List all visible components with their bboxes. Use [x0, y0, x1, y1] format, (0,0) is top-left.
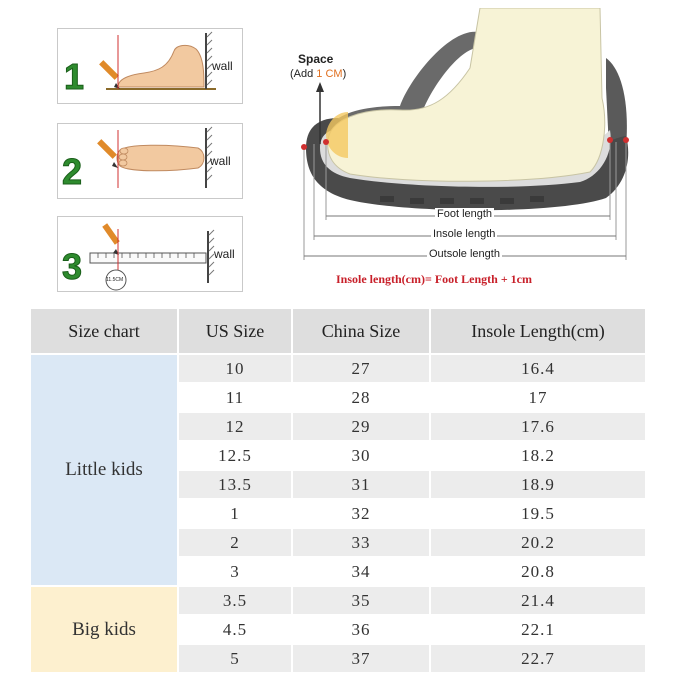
space-note-prefix: (Add [290, 68, 317, 80]
header-insole-length: Insole Length(cm) [431, 309, 645, 353]
table-row [31, 355, 645, 382]
insole-length-cell: 22.7 [431, 645, 645, 672]
space-note-value: 1 CM [316, 68, 343, 80]
foot-top-icon [117, 145, 204, 171]
china-size-cell: 35 [293, 587, 429, 614]
ruler-icon [90, 253, 206, 263]
space-title: Space [298, 52, 334, 66]
step-number-1: 1 [64, 56, 85, 97]
insole-length-label: Insole length [433, 228, 496, 240]
us-size-cell: 12 [179, 413, 291, 440]
us-size-cell: 12.5 [179, 442, 291, 469]
china-size-cell: 33 [293, 529, 429, 556]
us-size-cell: 5 [179, 645, 291, 672]
group-little-kids: Little kids [31, 355, 177, 585]
header-china-size: China Size [293, 309, 429, 353]
insole-length-cell: 21.4 [431, 587, 645, 614]
pencil-icon [97, 139, 118, 168]
step-number-3: 3 [62, 246, 83, 287]
foot-length-label: Foot length [437, 208, 493, 220]
us-size-cell: 4.5 [179, 616, 291, 643]
size-chart-table [29, 307, 647, 674]
pencil-icon [102, 223, 120, 255]
header-size-chart: Size chart [31, 309, 177, 353]
insole-length-cell: 16.4 [431, 355, 645, 382]
insole-length-cell: 18.9 [431, 471, 645, 498]
china-size-cell: 37 [293, 645, 429, 672]
insole-formula: Insole length(cm)= Foot Length + 1cm [336, 272, 532, 286]
insole-length-cell: 17 [431, 384, 645, 411]
space-note-suffix: ) [342, 68, 347, 80]
pencil-icon [99, 60, 120, 89]
step-number-2: 2 [62, 151, 83, 192]
china-size-cell: 30 [293, 442, 429, 469]
shoe-cross-section-diagram [290, 8, 650, 293]
china-size-cell: 34 [293, 558, 429, 585]
us-size-cell: 10 [179, 355, 291, 382]
insole-length-cell: 20.2 [431, 529, 645, 556]
us-size-cell: 1 [179, 500, 291, 527]
wall-label: wall [212, 59, 233, 73]
us-size-cell: 11 [179, 384, 291, 411]
wall-label: wall [210, 154, 231, 168]
outsole-length-label: Outsole length [429, 248, 500, 260]
group-big-kids: Big kids [31, 587, 177, 672]
header-us-size: US Size [179, 309, 291, 353]
china-size-cell: 32 [293, 500, 429, 527]
insole-length-cell: 20.8 [431, 558, 645, 585]
us-size-cell: 2 [179, 529, 291, 556]
step-2-panel [57, 123, 243, 199]
step-1-panel [57, 28, 243, 104]
step-3-panel [57, 216, 243, 292]
insole-length-cell: 18.2 [431, 442, 645, 469]
china-size-cell: 28 [293, 384, 429, 411]
us-size-cell: 3.5 [179, 587, 291, 614]
china-size-cell: 31 [293, 471, 429, 498]
space-note [290, 68, 346, 80]
us-size-cell: 3 [179, 558, 291, 585]
insole-length-cell: 17.6 [431, 413, 645, 440]
table-header-row [31, 309, 645, 353]
china-size-cell: 27 [293, 355, 429, 382]
ruler-reading: 11.5CM [106, 277, 124, 283]
us-size-cell: 13.5 [179, 471, 291, 498]
wall-label: wall [214, 247, 235, 261]
china-size-cell: 29 [293, 413, 429, 440]
china-size-cell: 36 [293, 616, 429, 643]
insole-length-cell: 22.1 [431, 616, 645, 643]
foot-side-icon [118, 45, 204, 87]
table-row [31, 587, 645, 614]
space-arrow-icon [316, 82, 324, 92]
insole-length-cell: 19.5 [431, 500, 645, 527]
